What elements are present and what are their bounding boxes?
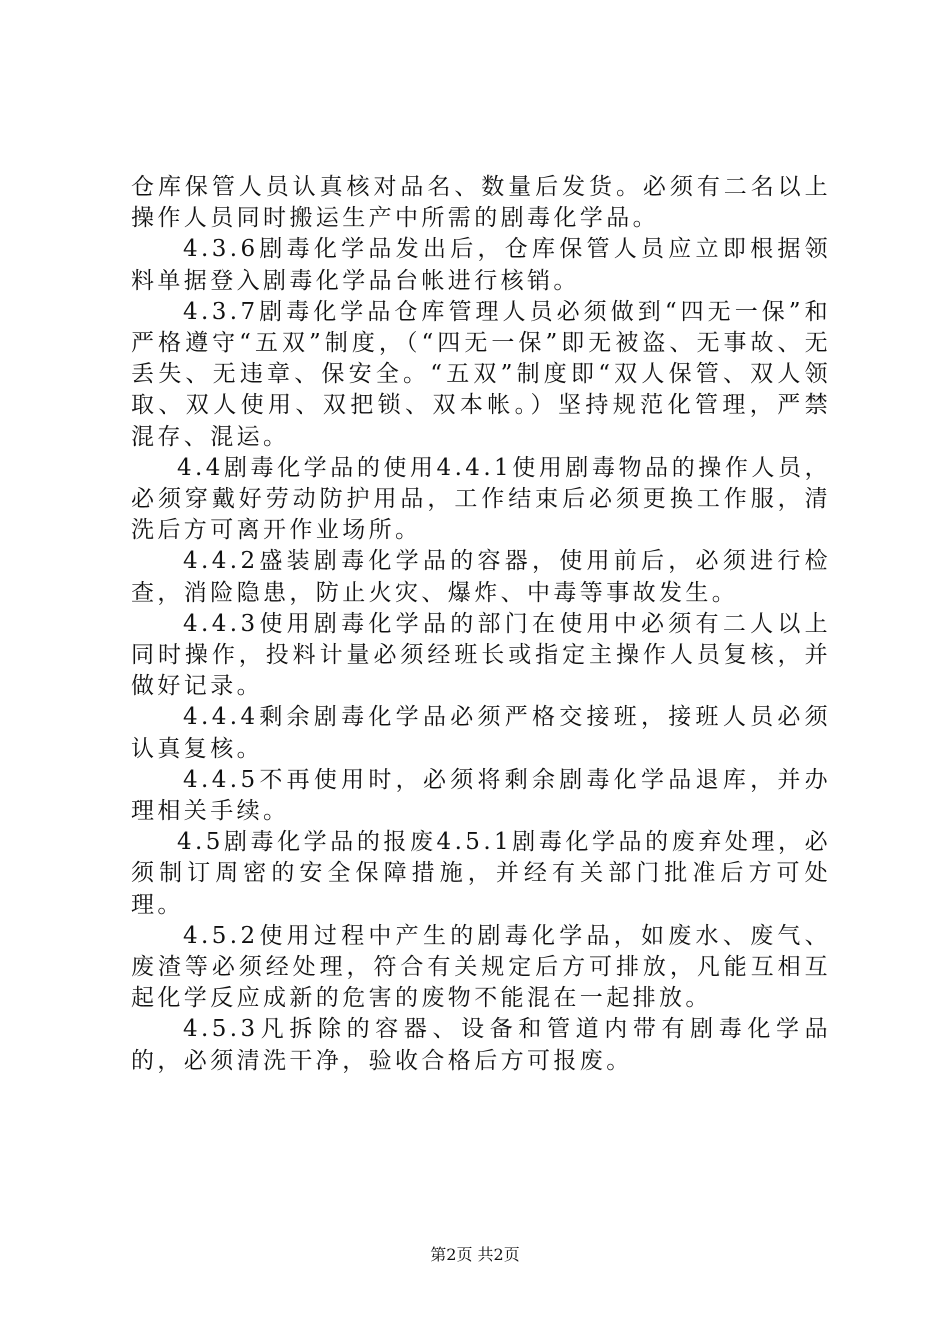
paragraph-4-3-6: 4.3.6剧毒化学品发出后，仓库保管人员应立即根据领料单据登入剧毒化学品台帐进行核销。 <box>131 236 831 294</box>
paragraph-continuation: 仓库保管人员认真核对品名、数量后发货。必须有二名以上操作人员同时搬运生产中所需的剧毒化学品。 <box>131 174 831 232</box>
document-body <box>131 172 831 1077</box>
paragraph-4-4-3: 4.4.3使用剧毒化学品的部门在使用中必须有二人以上同时操作，投料计量必须经班长或指定主操作人员复核，并做好记录。 <box>131 610 831 700</box>
paragraph-4-5-2: 4.5.2使用过程中产生的剧毒化学品，如废水、废气、废渣等必须经处理，符合有关规定后方可排放，凡能互相互起化学反应成新的危害的废物不能混在一起排放。 <box>131 922 831 1012</box>
paragraph-4-4-2: 4.4.2盛装剧毒化学品的容器，使用前后，必须进行检查，消险隐患，防止火灾、爆炸、中毒等事故发生。 <box>131 548 831 606</box>
paragraph-4-4-usage: 4.4剧毒化学品的使用4.4.1使用剧毒物品的操作人员，必须穿戴好劳动防护用品，工作结束后必须更换工作服，清洗后方可离开作业场所。 <box>131 454 831 544</box>
paragraph-4-4-5: 4.4.5不再使用时，必须将剩余剧毒化学品退库，并办理相关手续。 <box>131 766 831 825</box>
paragraph-4-4-4: 4.4.4剩余剧毒化学品必须严格交接班，接班人员必须认真复核。 <box>131 704 831 762</box>
paragraph-4-5-3: 4.5.3凡拆除的容器、设备和管道内带有剧毒化学品的，必须清洗干净，验收合格后方可报废。 <box>131 1016 831 1074</box>
page-number-footer: 第2页 共2页 <box>430 1245 520 1264</box>
paragraph-4-3-7: 4.3.7剧毒化学品仓库管理人员必须做到“四无一保”和严格遵守“五双”制度，（“四无一保”即无被盗、无事故、无丢失、无违章、保安全。“五双”制度即“双人保管、双人领取、双人使用、双把锁、双本帐。）坚持规范化管理，严禁混存、混运。 <box>131 298 831 450</box>
paragraph-4-5-disposal: 4.5剧毒化学品的报废4.5.1剧毒化学品的废弃处理，必须制订周密的安全保障措施，并经有关部门批准后方可处理。 <box>131 829 831 918</box>
